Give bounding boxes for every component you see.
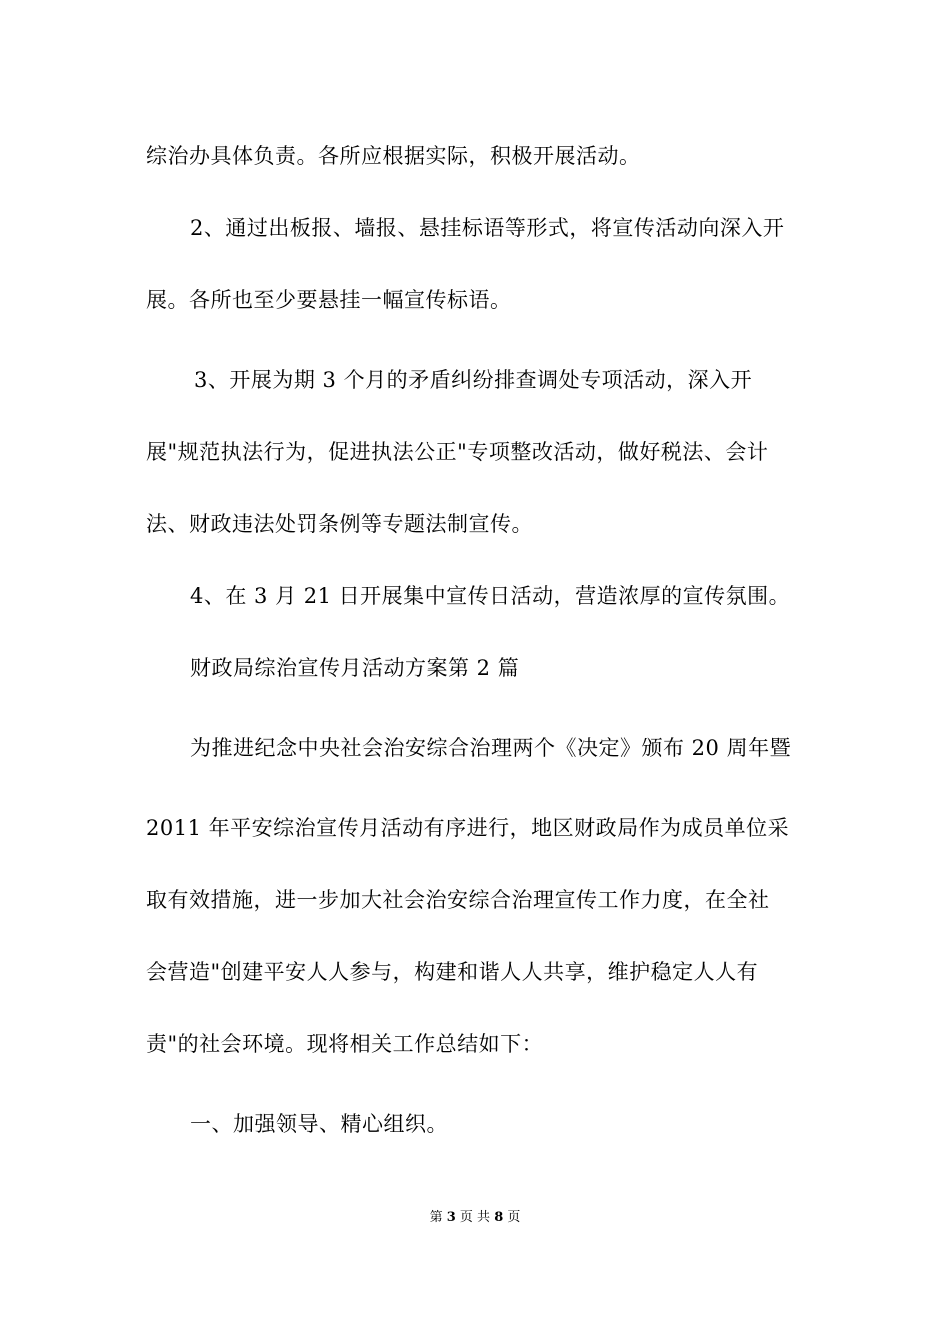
text-line-13: 一、加强领导、精心组织。 xyxy=(190,1112,448,1136)
text-line-4: 3、开展为期 3 个月的矛盾纠纷排查调处专项活动，深入开 xyxy=(194,368,753,392)
text-line-2: 2、通过出板报、墙报、悬挂标语等形式，将宣传活动向深入开 xyxy=(190,216,785,240)
section-heading: 财政局综治宣传月活动方案第 2 篇 xyxy=(190,656,520,680)
text-line-10: 取有效措施，进一步加大社会治安综合治理宣传工作力度，在全社 xyxy=(146,888,770,912)
text-line-5: 展"规范执法行为，促进执法公正"专项整改活动，做好税法、会计 xyxy=(146,440,769,464)
footer-middle: 页 共 xyxy=(459,1210,491,1225)
footer-current-page: 3 xyxy=(446,1210,456,1225)
text-line-8: 为推进纪念中央社会治安综合治理两个《决定》颁布 20 周年暨 xyxy=(190,736,792,760)
text-line-12: 责"的社会环境。现将相关工作总结如下： xyxy=(146,1032,544,1056)
footer-prefix: 第 xyxy=(429,1210,443,1225)
footer-total-pages: 8 xyxy=(494,1210,504,1225)
footer-suffix: 页 xyxy=(507,1210,521,1225)
page-footer xyxy=(0,1210,950,1226)
text-line-9: 2011 年平安综治宣传月活动有序进行，地区财政局作为成员单位采 xyxy=(146,816,790,840)
text-line-7: 4、在 3 月 21 日开展集中宣传日活动，营造浓厚的宣传氛围。 xyxy=(190,584,791,608)
text-line-3: 展。各所也至少要悬挂一幅宣传标语。 xyxy=(146,288,512,312)
text-line-1: 综治办具体负责。各所应根据实际，积极开展活动。 xyxy=(146,144,641,168)
text-line-6: 法、财政违法处罚条例等专题法制宣传。 xyxy=(146,512,533,536)
text-line-11: 会营造"创建平安人人参与，构建和谐人人共享，维护稳定人人有 xyxy=(146,960,759,984)
